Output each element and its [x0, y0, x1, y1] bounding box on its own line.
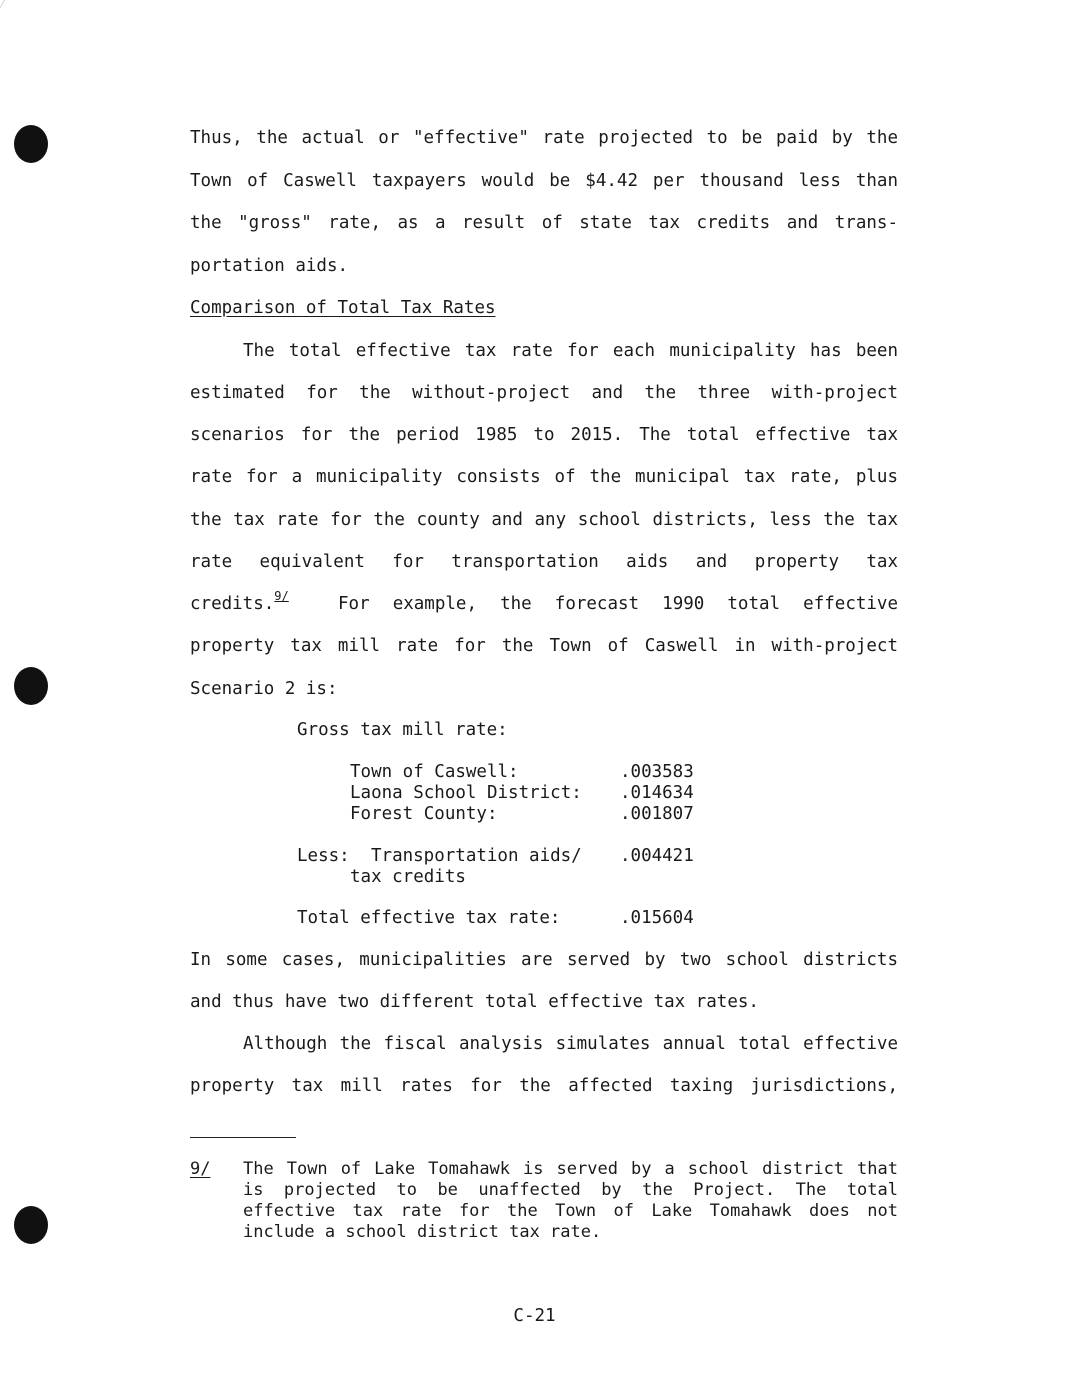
rate-row-label: Town of Caswell: [350, 762, 519, 782]
less-label: Less: [297, 846, 350, 866]
body-line: portation aids. [190, 256, 349, 276]
rate-row-value: .014634 [620, 783, 694, 803]
total-rate-label: Total effective tax rate: [297, 908, 561, 928]
gross-rate-label: Gross tax mill rate: [297, 720, 508, 740]
body-line: For example, the forecast 1990 total effective [338, 594, 898, 614]
binder-hole-top [14, 125, 48, 163]
binder-hole-middle [14, 667, 48, 705]
less-value: .004421 [620, 846, 694, 866]
body-line: property tax mill rates for the affected taxing jurisdictions, [190, 1076, 898, 1096]
binder-hole-bottom [14, 1206, 48, 1244]
page-number: C-21 [513, 1306, 556, 1326]
footnote-line: The Town of Lake Tomahawk is served by a school district that [243, 1159, 898, 1179]
body-line: property tax mill rate for the Town of Caswell in with-project [190, 636, 898, 656]
less-description-continued: tax credits [350, 867, 466, 887]
body-line-credits [190, 589, 289, 616]
less-description: Transportation aids/ [371, 846, 582, 866]
footnote-line: effective tax rate for the Town of Lake Tomahawk does not [243, 1201, 898, 1221]
body-line: Although the fiscal analysis simulates annual total effective [243, 1034, 898, 1054]
rate-row-value: .001807 [620, 804, 694, 824]
footnote-divider [190, 1137, 296, 1138]
body-line: rate equivalent for transportation aids and property tax [190, 552, 898, 572]
body-line: Town of Caswell taxpayers would be $4.42 per thousand less than [190, 171, 898, 191]
rate-row-value: .003583 [620, 762, 694, 782]
body-line: rate for a municipality consists of the municipal tax rate, plus [190, 467, 898, 487]
rate-row-label: Forest County: [350, 804, 498, 824]
section-heading [190, 297, 496, 319]
body-line: and thus have two different total effective tax rates. [190, 992, 759, 1012]
footnote-marker: 9/ [190, 1159, 211, 1179]
body-line: estimated for the without-project and the three with-project [190, 383, 898, 403]
body-line: the "gross" rate, as a result of state tax credits and trans- [190, 213, 898, 233]
body-line: The total effective tax rate for each municipality has been [243, 341, 898, 361]
body-line: In some cases, municipalities are served by two school districts [190, 950, 898, 970]
total-rate-value: .015604 [620, 908, 694, 928]
body-line: Scenario 2 is: [190, 679, 338, 699]
body-line: scenarios for the period 1985 to 2015. The total effective tax [190, 425, 898, 445]
footnote-line: include a school district tax rate. [243, 1222, 602, 1242]
body-line: the tax rate for the county and any school districts, less the tax [190, 510, 898, 530]
body-line: Thus, the actual or "effective" rate projected to be paid by the [190, 128, 898, 148]
footnote-reference: 9/ [274, 589, 289, 603]
rate-row-label: Laona School District: [350, 783, 582, 803]
section-heading-text: Comparison of Total Tax Rates [190, 298, 496, 318]
footnote-line: is projected to be unaffected by the Project. The total [243, 1180, 898, 1200]
page-corner-mark [0, 0, 15, 14]
credits-word: credits. [190, 594, 275, 614]
